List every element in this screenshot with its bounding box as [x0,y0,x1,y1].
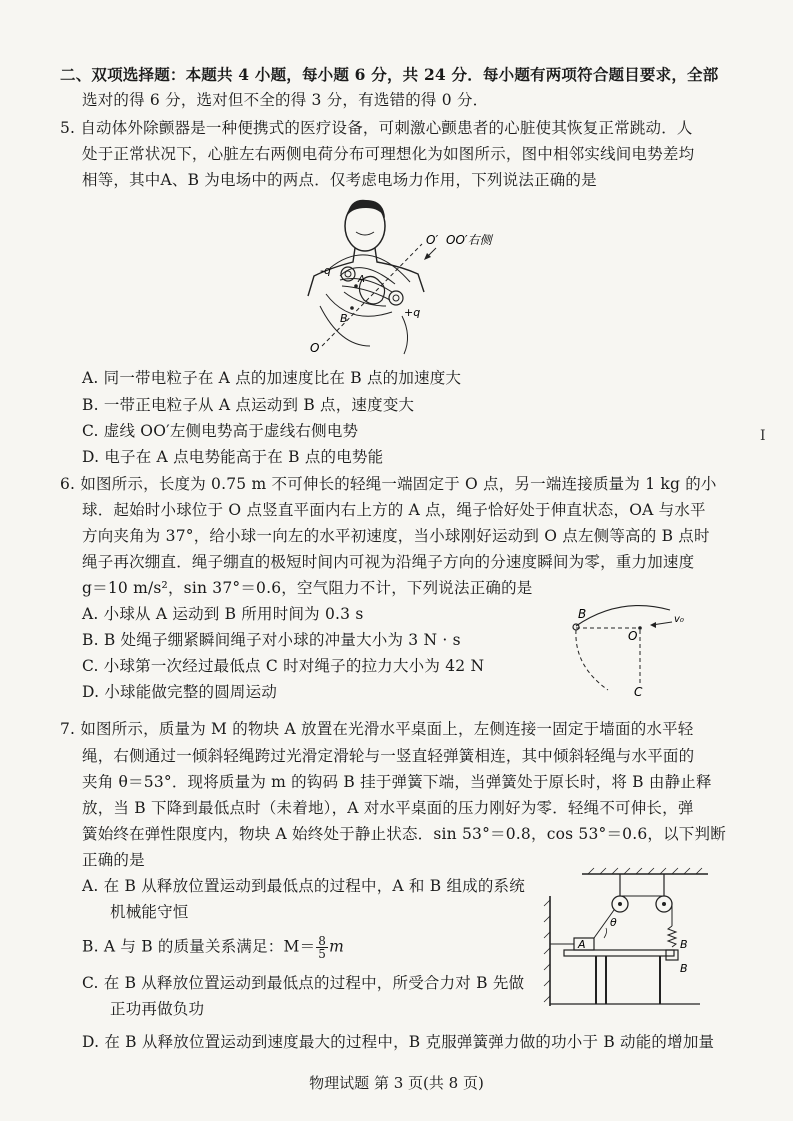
q7-stem-line6: 正确的是 [82,851,145,869]
q6-stem-line5: g＝10 m/s²，sin 37°＝0.6，空气阻力不计，下列说法正确的是 [82,579,533,597]
q5-stem-line2: 处于正常状况下，心脏左右两侧电荷分布可理想化为如图所示，图中相邻实线间电势差均 [82,145,695,163]
q7-option-b-denominator: 5 [318,947,327,961]
q6-stem-line2: 球．起始时小球位于 O 点竖直平面内右上方的 A 点，绳子恰好处于伸直状态，OA 与水平 [82,501,706,519]
q7-option-b [82,935,344,960]
section-heading-line1: 二、双项选择题：本题共 4 小题，每小题 6 分，共 24 分．每小题有两项符合题目要求，全部 [60,65,719,84]
q6-option-b: B. B 处绳子绷紧瞬间绳子对小球的冲量大小为 3 N · s [82,631,461,649]
q5-stem-line1: 5. 自动体外除颤器是一种便携式的医疗设备，可刺激心颤患者的心脏使其恢复正常跳动．人 [60,119,693,137]
q5-label-pos-q: +q [404,306,421,319]
q7-label-a: A [578,938,586,951]
q7-label-theta: θ [610,916,617,929]
q5-label-o: O [310,341,320,355]
q6-stem-line3: 方向夹角为 37°，给小球一向左的水平初速度，当小球刚好运动到 O 点左侧等高的 B 点时 [82,527,710,545]
q6-stem-line4: 绳子再次绷直．绳子绷直的极短时间内可视为沿绳子方向的分速度瞬间为零，重力加速度 [82,553,695,571]
q7-label-b-upper: B [680,938,688,951]
q7-stem-line4: 放，当 B 下降到最低点时（未着地），A 对水平桌面的压力刚好为零．轻绳不可伸长，弹 [82,799,694,817]
q6-label-o: O [628,629,638,643]
q5-option-d: D. 电子在 A 点电势能高于在 B 点的电势能 [82,448,384,466]
q6-figure-rope-ball [560,600,690,700]
q5-figure-heart-field [300,196,500,356]
q6-option-a: A. 小球从 A 运动到 B 所用时间为 0.3 s [82,605,364,623]
q5-option-b: B. 一带正电粒子从 A 点运动到 B 点，速度变大 [82,396,415,414]
q6-stem-line1: 6. 如图所示，长度为 0.75 m 不可伸长的轻绳一端固定于 O 点，另一端连接质量为 1 kg 的小 [60,475,717,493]
q7-option-d: D. 在 B 从释放位置运动到速度最大的过程中，B 克服弹簧弹力做的功小于 B 动能的增加量 [82,1033,715,1051]
q6-option-d: D. 小球能做完整的圆周运动 [82,683,278,701]
q5-stem-line3: 相等，其中A、B 为电场中的两点．仅考虑电场力作用，下列说法正确的是 [82,171,597,189]
q7-option-b-numerator: 8 [318,934,327,948]
q7-figure-pulley-setup [540,866,710,1011]
q5-label-neg-q: -q [320,264,331,277]
q5-label-oo-right: OO′右侧 [446,233,492,247]
q5-label-b: B [340,312,348,325]
q7-option-a-line2: 机械能守恒 [110,903,189,921]
q7-option-b-prefix: B. A 与 B 的质量关系满足：M＝ [82,937,316,956]
section-heading-line2: 选对的得 6 分，选对但不全的得 3 分，有选错的得 0 分． [82,91,489,109]
q7-stem-line3: 夹角 θ＝53°．现将质量为 m 的钩码 B 挂于弹簧下端，当弹簧处于原长时，将 B 由静止释 [82,773,712,791]
q5-label-a: A [358,274,365,285]
q7-option-c-line1: C. 在 B 从释放位置运动到最低点的过程中，所受合力对 B 先做 [82,974,525,992]
q6-label-b: B [578,607,587,621]
q5-label-o-prime: O′ [426,233,439,247]
q7-option-c-line2: 正功再做负功 [110,1000,205,1018]
q7-stem-line5: 簧始终在弹性限度内，物块 A 始终处于静止状态．sin 53°＝0.8，cos 53°＝0.6，以下判断 [82,825,726,843]
q6-label-v: v₀ [674,614,684,625]
q5-option-c: C. 虚线 OO′左侧电势高于虚线右侧电势 [82,422,359,440]
page-footer: 物理试题 第 3 页(共 8 页) [309,1074,484,1092]
q7-option-b-suffix: m [329,937,345,956]
q6-option-c: C. 小球第一次经过最低点 C 时对绳子的拉力大小为 42 N [82,657,485,675]
q5-option-a: A. 同一带电粒子在 A 点的加速度比在 B 点的加速度大 [82,369,462,387]
q7-option-b-fraction [316,935,328,960]
q7-label-b-lower: B [680,962,688,975]
q7-stem-line2: 绳，右侧通过一倾斜轻绳跨过光滑定滑轮与一竖直轻弹簧相连，其中倾斜轻绳与水平面的 [82,747,695,765]
margin-mark: I [760,428,766,444]
q6-label-c: C [634,685,643,699]
q7-option-a-line1: A. 在 B 从释放位置运动到最低点的过程中，A 和 B 组成的系统 [82,877,525,895]
q7-stem-line1: 7. 如图所示，质量为 M 的物块 A 放置在光滑水平桌面上，左侧连接一固定于墙面的水平轻 [60,720,694,738]
